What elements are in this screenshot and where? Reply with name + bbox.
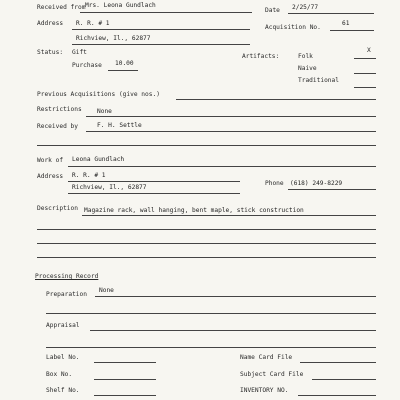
work-address-line1-rule [68, 181, 240, 182]
naive-line [354, 73, 376, 74]
artifacts-folk-mark: X [367, 47, 371, 54]
purchase-line [108, 70, 138, 71]
description-line [82, 215, 376, 216]
previous-acquisitions-label: Previous Acquisitions (give nos.) [37, 91, 160, 98]
work-of-label: Work of [37, 157, 64, 164]
artifacts-folk-label: Folk [298, 53, 313, 60]
description-blank-2 [37, 243, 376, 244]
processing-record-heading: Processing Record [35, 273, 99, 280]
status-purchase-label: Purchase [72, 62, 102, 69]
previous-line [176, 99, 376, 100]
inventory-no-label: INVENTORY NO. [240, 387, 289, 394]
work-address-line1: R. R. # 1 [72, 172, 106, 179]
work-address-line2: Richview, Il., 62877 [72, 184, 147, 191]
appraisal-label: Appraisal [46, 322, 80, 329]
address-line2: Richview, Il., 62877 [76, 35, 151, 42]
restrictions-line [86, 116, 376, 117]
subject-card-file-label: Subject Card File [240, 371, 304, 378]
artifacts-label: Artifacts: [242, 53, 280, 60]
appraisal-line [90, 330, 376, 331]
label-no-label: Label No. [46, 354, 80, 361]
status-gift-label: Gift [72, 49, 87, 56]
address-line1-rule [72, 29, 250, 30]
work-address-line2-rule [68, 193, 240, 194]
received-by-line [86, 131, 376, 132]
received-from-value: Mrs. Leona Gundlach [85, 2, 156, 9]
name-card-file-label: Name Card File [240, 354, 293, 361]
name-card-file-line [300, 362, 376, 363]
date-line [288, 13, 374, 14]
restrictions-label: Restrictions [37, 106, 82, 113]
phone-label: Phone [265, 180, 284, 187]
blank-line-1 [37, 145, 376, 146]
acquisition-no-line [330, 30, 374, 31]
preparation-blank [46, 313, 376, 314]
phone-value: (618) 249-8229 [290, 180, 343, 187]
label-no-line [94, 362, 156, 363]
artifacts-naive-label: Naive [298, 65, 317, 72]
work-of-value: Leona Gundlach [72, 156, 125, 163]
box-no-line [94, 379, 156, 380]
received-from-label: Received from [37, 4, 86, 11]
subject-card-file-line [312, 379, 376, 380]
artifacts-traditional-label: Traditional [298, 77, 339, 84]
description-blank-3 [37, 257, 376, 258]
inventory-no-line [298, 395, 376, 396]
address-label: Address [37, 20, 64, 27]
folk-line [354, 58, 376, 59]
box-no-label: Box No. [46, 371, 73, 378]
date-label: Date [265, 7, 280, 14]
date-value: 2/25/77 [292, 4, 319, 11]
work-of-line [68, 166, 376, 167]
status-purchase-value: 10.00 [115, 60, 134, 67]
description-blank-1 [37, 229, 376, 230]
status-label: Status: [37, 49, 64, 56]
address-line2-rule [72, 44, 250, 45]
description-label: Description [37, 205, 78, 212]
received-by-label: Received by [37, 123, 78, 130]
shelf-no-label: Shelf No. [46, 387, 80, 394]
acquisition-no-label: Acquisition No. [265, 24, 321, 31]
appraisal-blank [46, 347, 376, 348]
acquisition-no-value: 61 [342, 20, 350, 27]
preparation-label: Preparation [46, 291, 87, 298]
phone-line [288, 189, 376, 190]
preparation-line [95, 296, 376, 297]
traditional-line [354, 87, 376, 88]
shelf-no-line [94, 395, 156, 396]
address-line1: R. R. # 1 [76, 20, 110, 27]
work-address-label: Address [37, 173, 64, 180]
restrictions-value: None [97, 108, 112, 115]
received-by-value: F. H. Settle [97, 122, 142, 129]
received-from-line [80, 12, 252, 13]
preparation-value: None [99, 287, 114, 294]
description-value: Magazine rack, wall hanging, bent maple, stick construction [84, 207, 304, 214]
